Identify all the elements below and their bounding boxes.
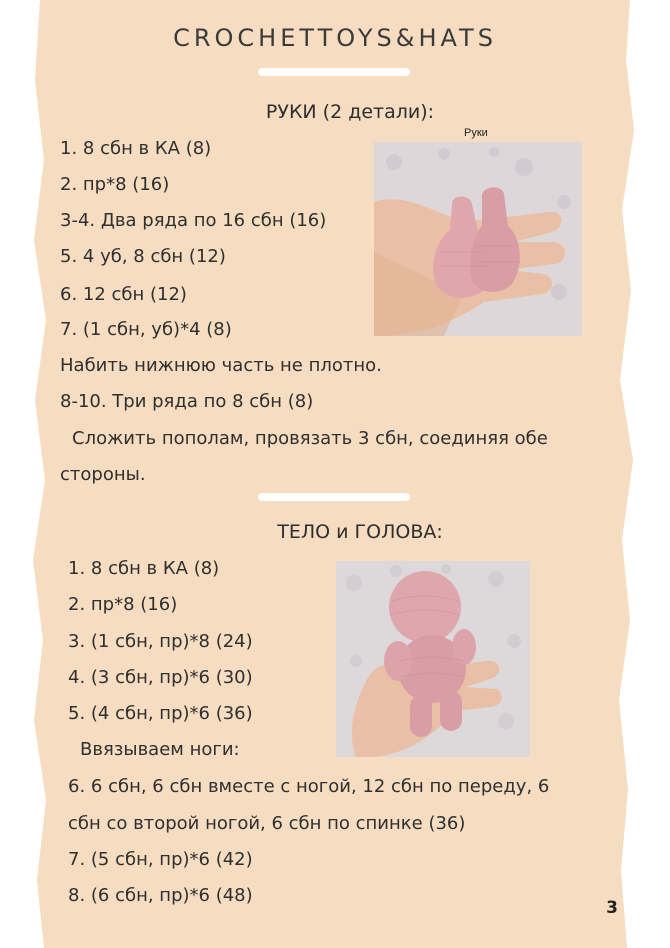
arms-line-2: 2. пр*8 (16): [60, 174, 170, 195]
arms-photo-caption: Руки: [464, 127, 488, 139]
divider-brush-top: [258, 68, 410, 76]
body-line-3: 3. (1 сбн, пр)*8 (24): [68, 631, 253, 652]
body-line-6: Ввязываем ноги:: [80, 739, 240, 760]
arms-line-10: стороны.: [60, 464, 146, 485]
arms-line-4: 5. 4 уб, 8 сбн (12): [60, 246, 226, 267]
arms-line-3: 3-4. Два ряда по 16 сбн (16): [60, 210, 327, 231]
body-line-8: сбн со второй ногой, 6 сбн по спинке (36): [68, 813, 466, 834]
body-head-photo: [336, 561, 530, 757]
body-line-5: 5. (4 сбн, пр)*6 (36): [68, 703, 253, 724]
arms-line-6: 7. (1 сбн, уб)*4 (8): [60, 319, 232, 340]
body-line-7: 6. 6 сбн, 6 сбн вместе с ногой, 12 сбн по переду, 6: [68, 776, 550, 797]
arms-line-8: 8-10. Три ряда по 8 сбн (8): [60, 391, 314, 412]
divider-brush-middle: [258, 493, 410, 501]
body-line-9: 7. (5 сбн, пр)*6 (42): [68, 849, 253, 870]
arms-photo: [374, 142, 582, 336]
arms-line-5: 6. 12 сбн (12): [60, 284, 187, 305]
brand-title: CROCHETTOYS&HATS: [173, 24, 497, 52]
body-section-title: ТЕЛО и ГОЛОВА:: [277, 521, 443, 543]
body-line-1: 1. 8 сбн в КА (8): [68, 558, 220, 579]
page-number: 3: [606, 898, 618, 918]
body-line-4: 4. (3 сбн, пр)*6 (30): [68, 667, 253, 688]
body-line-2: 2. пр*8 (16): [68, 594, 178, 615]
arms-section-title: РУКИ (2 детали):: [265, 101, 435, 123]
arms-line-7: Набить нижнюю часть не плотно.: [60, 355, 382, 376]
arms-line-1: 1. 8 сбн в КА (8): [60, 138, 212, 159]
body-line-10: 8. (6 сбн, пр)*6 (48): [68, 885, 253, 906]
arms-line-9: Сложить пополам, провязать 3 сбн, соединяя обе: [72, 428, 548, 449]
